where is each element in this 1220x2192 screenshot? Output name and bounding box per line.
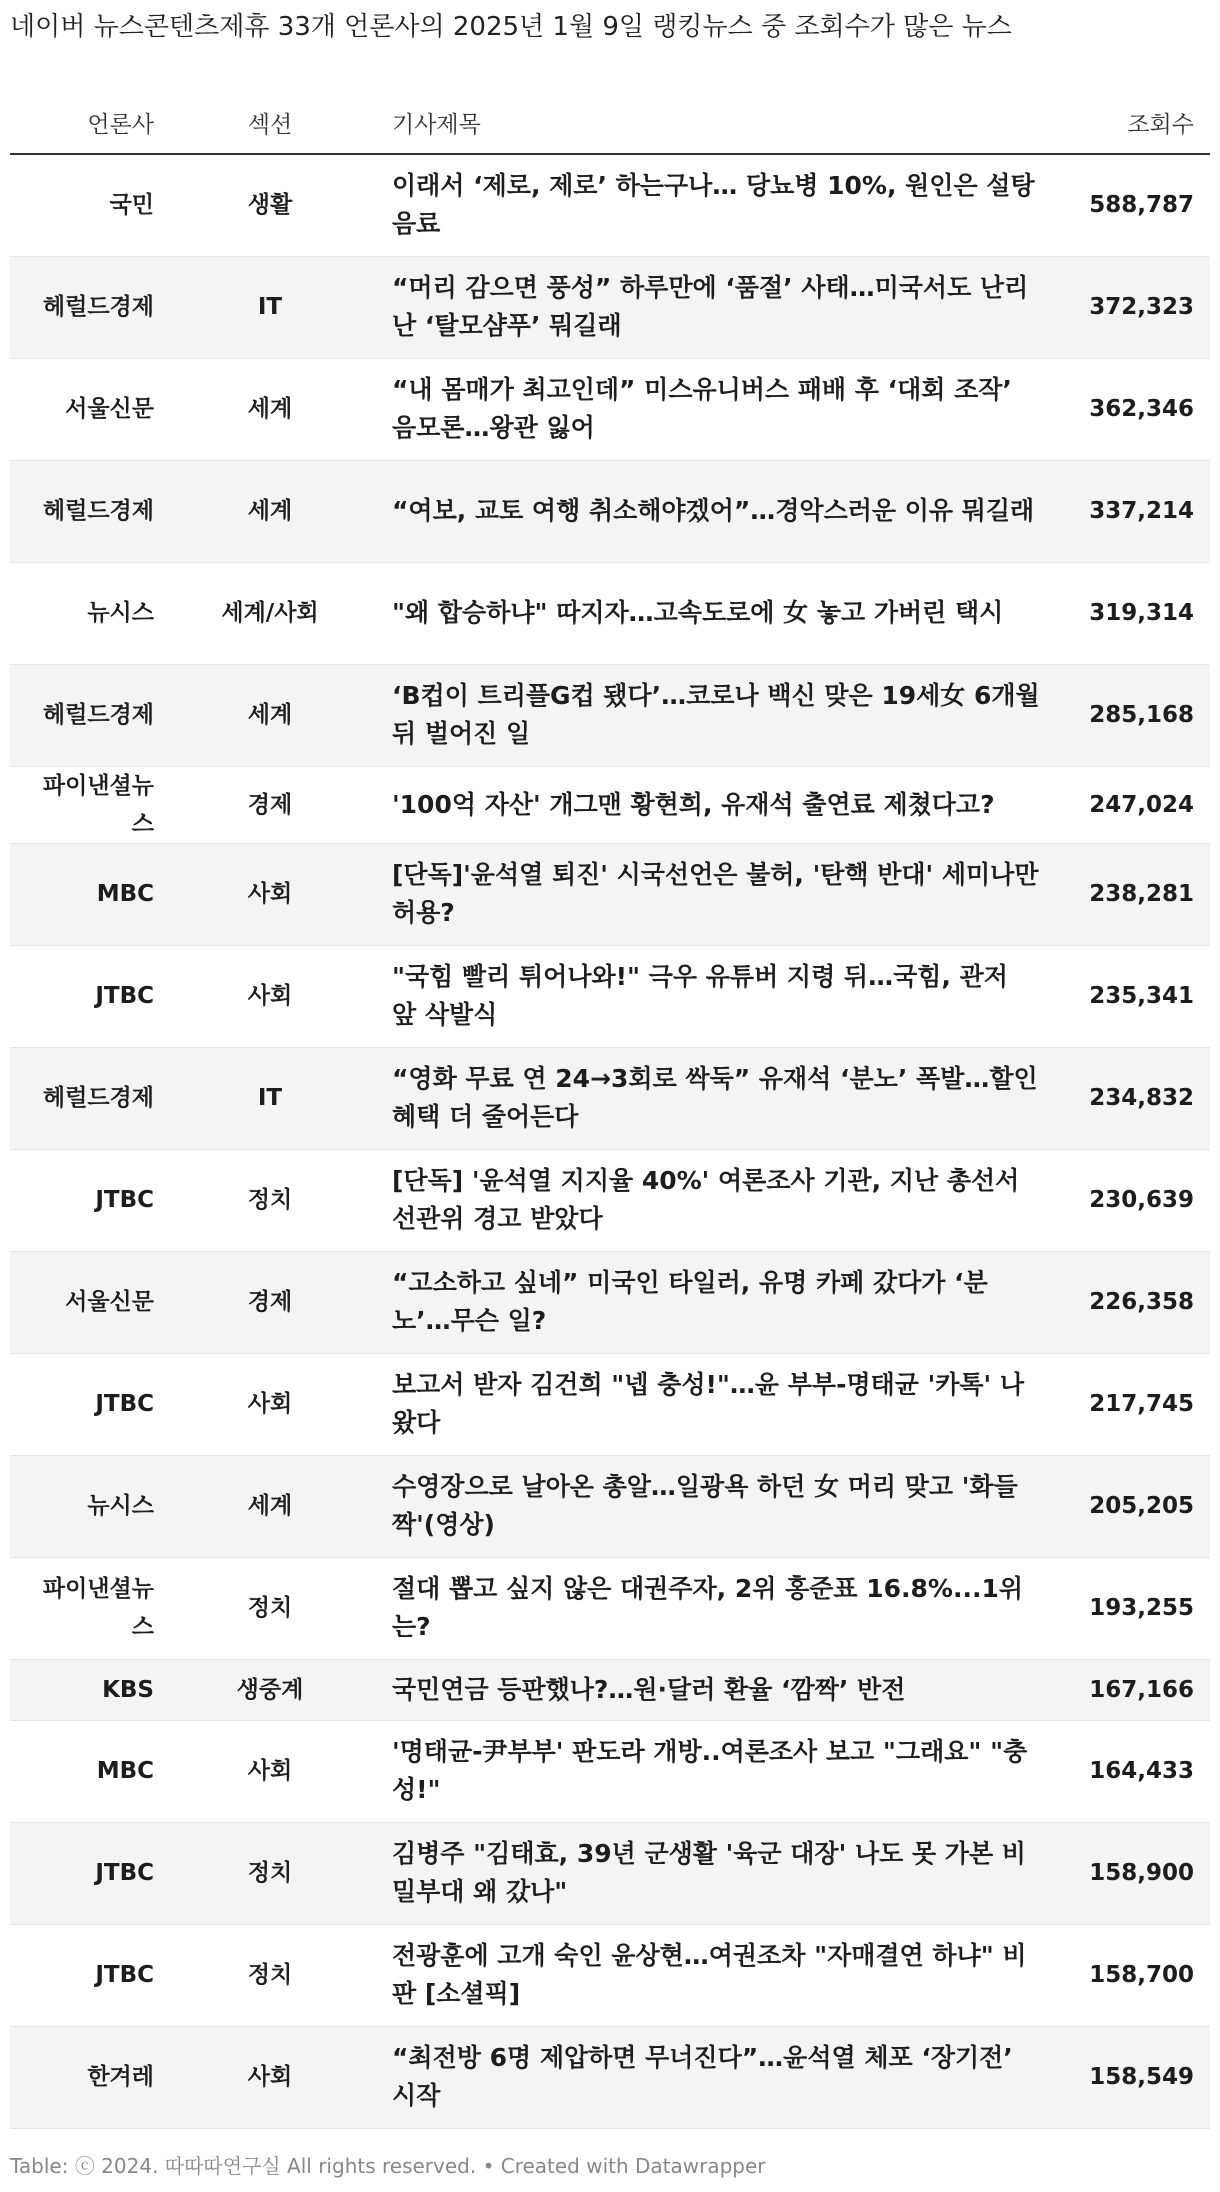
cell-outlet: JTBC xyxy=(10,1149,170,1251)
cell-outlet: 헤럴드경제 xyxy=(10,256,170,358)
cell-views: 238,281 xyxy=(1050,843,1210,945)
cell-section: 세계 xyxy=(170,664,370,766)
table-row xyxy=(10,1924,1210,2026)
cell-headline: [단독] '윤석열 지지율 40%' 여론조사 기관, 지난 총선서 선관위 경고 받았다 xyxy=(370,1149,1050,1251)
cell-outlet: 서울신문 xyxy=(10,358,170,460)
cell-section: 사회 xyxy=(170,1353,370,1455)
cell-outlet: JTBC xyxy=(10,1822,170,1924)
cell-section: 사회 xyxy=(170,843,370,945)
cell-headline: 김병주 "김태효, 39년 군생활 '육군 대장' 나도 못 가본 비밀부대 왜 갔나" xyxy=(370,1822,1050,1924)
table-row xyxy=(10,1455,1210,1557)
cell-section: 정치 xyxy=(170,1924,370,2026)
header-row xyxy=(10,92,1210,154)
cell-section: IT xyxy=(170,256,370,358)
table-row xyxy=(10,2026,1210,2128)
cell-headline: ‘B컵이 트리플G컵 됐다’…코로나 백신 맞은 19세女 6개월 뒤 벌어진 일 xyxy=(370,664,1050,766)
cell-headline: 국민연금 등판했나?…원·달러 환율 ‘깜짝’ 반전 xyxy=(370,1659,1050,1720)
table-row xyxy=(10,1659,1210,1720)
cell-section: 생중계 xyxy=(170,1659,370,1720)
cell-headline: 절대 뽑고 싶지 않은 대권주자, 2위 홍준표 16.8%...1위는? xyxy=(370,1557,1050,1659)
cell-views: 205,205 xyxy=(1050,1455,1210,1557)
column-header-views[interactable]: 조회수 xyxy=(1050,92,1210,154)
cell-headline: 보고서 받자 김건희 "넵 충성!"…윤 부부-명태균 '카톡' 나왔다 xyxy=(370,1353,1050,1455)
cell-views: 158,900 xyxy=(1050,1822,1210,1924)
chart-title: 네이버 뉴스콘텐츠제휴 33개 언론사의 2025년 1월 9일 랭킹뉴스 중 조회수가 많은 뉴스 xyxy=(10,12,1012,42)
cell-outlet: 헤럴드경제 xyxy=(10,460,170,562)
table-header xyxy=(10,92,1210,154)
cell-views: 226,358 xyxy=(1050,1251,1210,1353)
cell-headline: '100억 자산' 개그맨 황현희, 유재석 출연료 제쳤다고? xyxy=(370,766,1050,843)
cell-headline: 전광훈에 고개 숙인 윤상현…여권조차 "자매결연 하냐" 비판 [소셜픽] xyxy=(370,1924,1050,2026)
cell-outlet: MBC xyxy=(10,843,170,945)
cell-views: 158,700 xyxy=(1050,1924,1210,2026)
cell-headline: "국힘 빨리 튀어나와!" 극우 유튜버 지령 뒤…국힘, 관저 앞 삭발식 xyxy=(370,945,1050,1047)
table-row xyxy=(10,1149,1210,1251)
table-row xyxy=(10,1720,1210,1822)
cell-headline: “최전방 6명 제압하면 무너진다”…윤석열 체포 ‘장기전’ 시작 xyxy=(370,2026,1050,2128)
ranking-table xyxy=(10,92,1210,2129)
column-header-headline[interactable]: 기사제목 xyxy=(370,92,1050,154)
cell-section: 생활 xyxy=(170,154,370,256)
cell-views: 319,314 xyxy=(1050,562,1210,664)
cell-views: 285,168 xyxy=(1050,664,1210,766)
table-row xyxy=(10,843,1210,945)
table-row xyxy=(10,154,1210,256)
cell-views: 193,255 xyxy=(1050,1557,1210,1659)
table-row xyxy=(10,1251,1210,1353)
cell-headline: "왜 합승하냐" 따지자…고속도로에 女 놓고 가버린 택시 xyxy=(370,562,1050,664)
column-header-outlet[interactable]: 언론사 xyxy=(10,92,170,154)
cell-views: 230,639 xyxy=(1050,1149,1210,1251)
cell-outlet: 뉴시스 xyxy=(10,1455,170,1557)
cell-section: 경제 xyxy=(170,766,370,843)
table-row xyxy=(10,358,1210,460)
cell-views: 247,024 xyxy=(1050,766,1210,843)
cell-headline: 이래서 ‘제로, 제로’ 하는구나… 당뇨병 10%, 원인은 설탕음료 xyxy=(370,154,1050,256)
cell-views: 337,214 xyxy=(1050,460,1210,562)
cell-views: 164,433 xyxy=(1050,1720,1210,1822)
cell-headline: '명태균-尹부부' 판도라 개방..여론조사 보고 "그래요" "충성!" xyxy=(370,1720,1050,1822)
cell-outlet: 헤럴드경제 xyxy=(10,1047,170,1149)
table-row xyxy=(10,1557,1210,1659)
cell-outlet: 파이낸셜뉴스 xyxy=(10,766,170,843)
cell-headline: “내 몸매가 최고인데” 미스유니버스 패배 후 ‘대회 조작’ 음모론…왕관 잃어 xyxy=(370,358,1050,460)
cell-views: 167,166 xyxy=(1050,1659,1210,1720)
cell-section: 세계 xyxy=(170,358,370,460)
cell-views: 235,341 xyxy=(1050,945,1210,1047)
cell-views: 234,832 xyxy=(1050,1047,1210,1149)
cell-outlet: MBC xyxy=(10,1720,170,1822)
cell-section: 정치 xyxy=(170,1149,370,1251)
table-row xyxy=(10,460,1210,562)
cell-headline: 수영장으로 날아온 총알…일광욕 하던 女 머리 맞고 '화들짝'(영상) xyxy=(370,1455,1050,1557)
cell-headline: “고소하고 싶네” 미국인 타일러, 유명 카페 갔다가 ‘분노’…무슨 일? xyxy=(370,1251,1050,1353)
cell-views: 588,787 xyxy=(1050,154,1210,256)
cell-section: 정치 xyxy=(170,1822,370,1924)
cell-section: 세계 xyxy=(170,1455,370,1557)
cell-outlet: 국민 xyxy=(10,154,170,256)
cell-outlet: 파이낸셜뉴스 xyxy=(10,1557,170,1659)
table-row xyxy=(10,766,1210,843)
cell-views: 158,549 xyxy=(1050,2026,1210,2128)
cell-views: 217,745 xyxy=(1050,1353,1210,1455)
table-row xyxy=(10,1353,1210,1455)
cell-section: IT xyxy=(170,1047,370,1149)
cell-outlet: JTBC xyxy=(10,945,170,1047)
cell-headline: “머리 감으면 풍성” 하루만에 ‘품절’ 사태…미국서도 난리난 ‘탈모샴푸’ 뭐길래 xyxy=(370,256,1050,358)
cell-headline: [단독]'윤석열 퇴진' 시국선언은 불허, '탄핵 반대' 세미나만 허용? xyxy=(370,843,1050,945)
table-footer: Table: ⓒ 2024. 따따따연구실 All rights reserved. • Created with Datawrapper xyxy=(10,2154,766,2178)
cell-section: 세계 xyxy=(170,460,370,562)
cell-section: 사회 xyxy=(170,1720,370,1822)
cell-outlet: 서울신문 xyxy=(10,1251,170,1353)
column-header-section[interactable]: 섹션 xyxy=(170,92,370,154)
table-body xyxy=(10,154,1210,2128)
table-row xyxy=(10,664,1210,766)
cell-outlet: KBS xyxy=(10,1659,170,1720)
cell-outlet: 한겨레 xyxy=(10,2026,170,2128)
cell-views: 372,323 xyxy=(1050,256,1210,358)
table-row xyxy=(10,1822,1210,1924)
cell-outlet: 뉴시스 xyxy=(10,562,170,664)
cell-section: 경제 xyxy=(170,1251,370,1353)
cell-headline: “영화 무료 연 24→3회로 싹둑” 유재석 ‘분노’ 폭발…할인혜택 더 줄어든다 xyxy=(370,1047,1050,1149)
cell-section: 세계/사회 xyxy=(170,562,370,664)
table-row xyxy=(10,562,1210,664)
table-row xyxy=(10,256,1210,358)
cell-outlet: JTBC xyxy=(10,1924,170,2026)
cell-headline: “여보, 교토 여행 취소해야겠어”…경악스러운 이유 뭐길래 xyxy=(370,460,1050,562)
cell-section: 사회 xyxy=(170,2026,370,2128)
table-row xyxy=(10,945,1210,1047)
cell-outlet: JTBC xyxy=(10,1353,170,1455)
cell-section: 정치 xyxy=(170,1557,370,1659)
cell-outlet: 헤럴드경제 xyxy=(10,664,170,766)
cell-section: 사회 xyxy=(170,945,370,1047)
cell-views: 362,346 xyxy=(1050,358,1210,460)
table-row xyxy=(10,1047,1210,1149)
